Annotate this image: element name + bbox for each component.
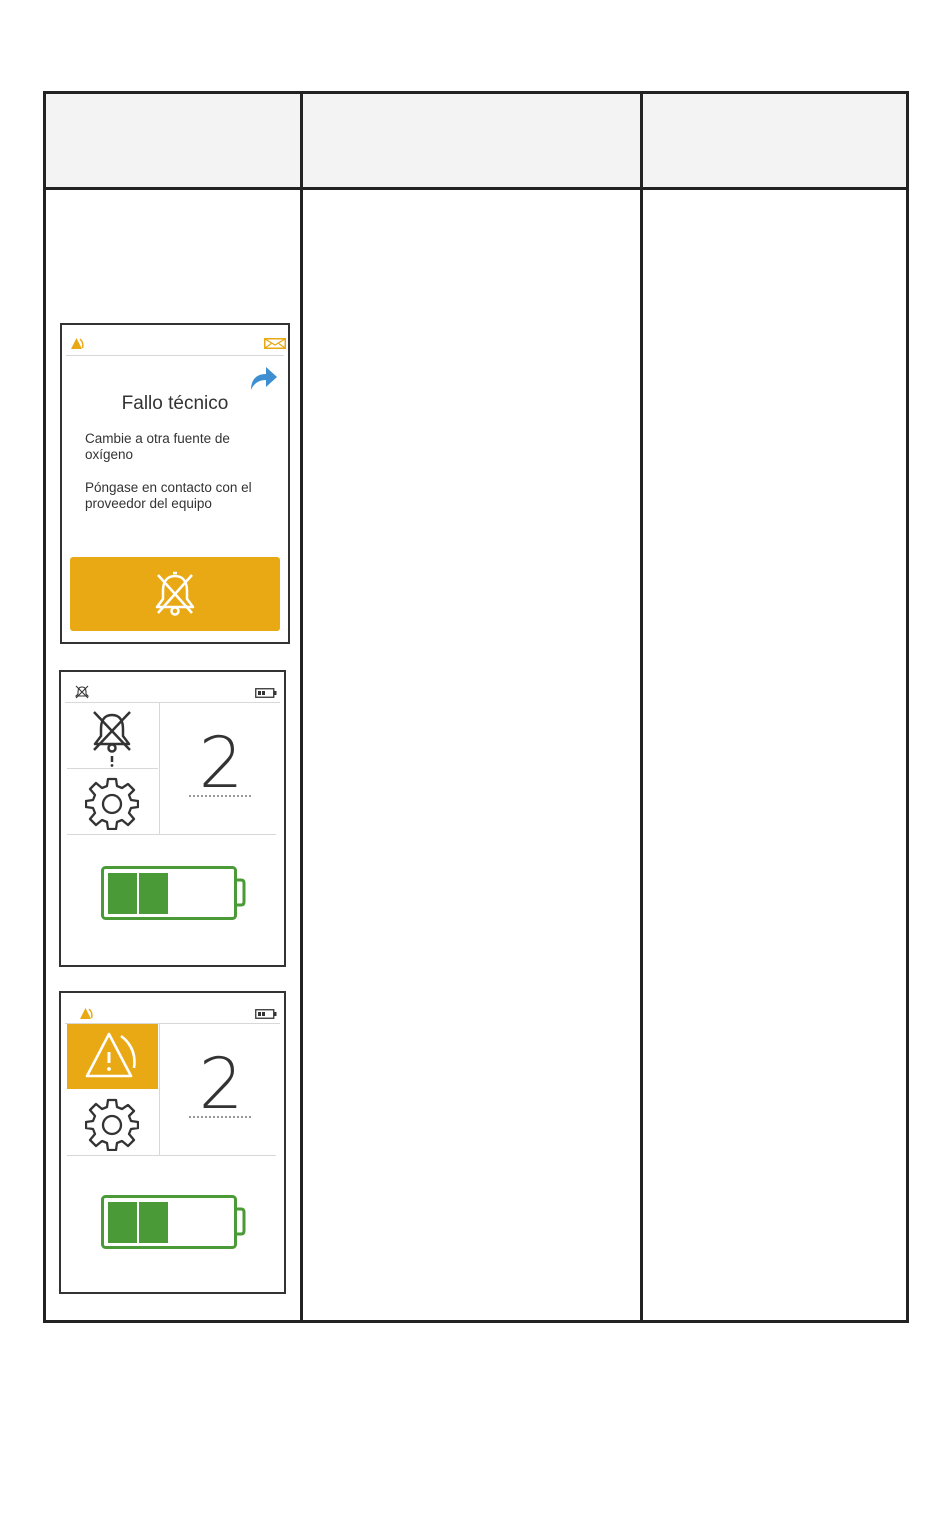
alarm-tile[interactable] xyxy=(67,1024,158,1089)
alarm-silence-icon xyxy=(152,571,198,617)
alarm-indicator-icon xyxy=(70,336,86,350)
left-menu-column xyxy=(67,1024,160,1155)
settings-tile[interactable] xyxy=(67,1090,158,1155)
left-menu-column xyxy=(67,703,160,834)
alarm-message-contact-provider: Póngase en contacto con el proveedor del equipo xyxy=(85,480,252,511)
section-divider xyxy=(67,834,276,835)
header-cell-1 xyxy=(46,94,300,187)
alarm-detail-screen xyxy=(60,323,290,644)
status-bar xyxy=(66,325,284,356)
alarm-silenced-status-icon xyxy=(75,685,89,699)
alarm-title: Fallo técnico xyxy=(121,393,229,414)
alarm-tile[interactable] xyxy=(67,703,158,769)
battery-status-icon xyxy=(255,688,277,698)
settings-gear-icon xyxy=(85,1097,139,1151)
message-envelope-icon[interactable] xyxy=(264,338,286,349)
body-cell-2 xyxy=(303,190,640,1320)
alarm-warning-icon xyxy=(84,1030,142,1082)
settings-tile[interactable] xyxy=(67,769,158,834)
status-bar xyxy=(65,993,280,1024)
alarm-silenced-icon xyxy=(89,709,135,767)
home-screen-alarm xyxy=(59,991,286,1294)
flow-setting-value: 2 xyxy=(198,722,244,804)
flow-setting-underline xyxy=(189,795,251,799)
battery-large-icon xyxy=(101,866,249,926)
silence-alarm-button[interactable] xyxy=(70,557,280,631)
alarm-indicator-icon xyxy=(79,1006,95,1020)
flow-setting-value: 2 xyxy=(198,1043,244,1125)
home-screen-silenced xyxy=(59,670,286,967)
section-divider xyxy=(67,1155,276,1156)
header-cell-3 xyxy=(643,94,906,187)
alarm-message-switch-source: Cambie a otra fuente de oxígeno xyxy=(85,431,230,462)
body-cell-3 xyxy=(643,190,906,1320)
flow-setting-underline xyxy=(189,1116,251,1120)
header-cell-2 xyxy=(303,94,640,187)
battery-status-icon xyxy=(255,1009,277,1019)
forward-arrow-icon[interactable] xyxy=(249,365,279,391)
battery-large-icon xyxy=(101,1195,249,1255)
status-bar xyxy=(65,672,280,703)
settings-gear-icon xyxy=(85,776,139,830)
